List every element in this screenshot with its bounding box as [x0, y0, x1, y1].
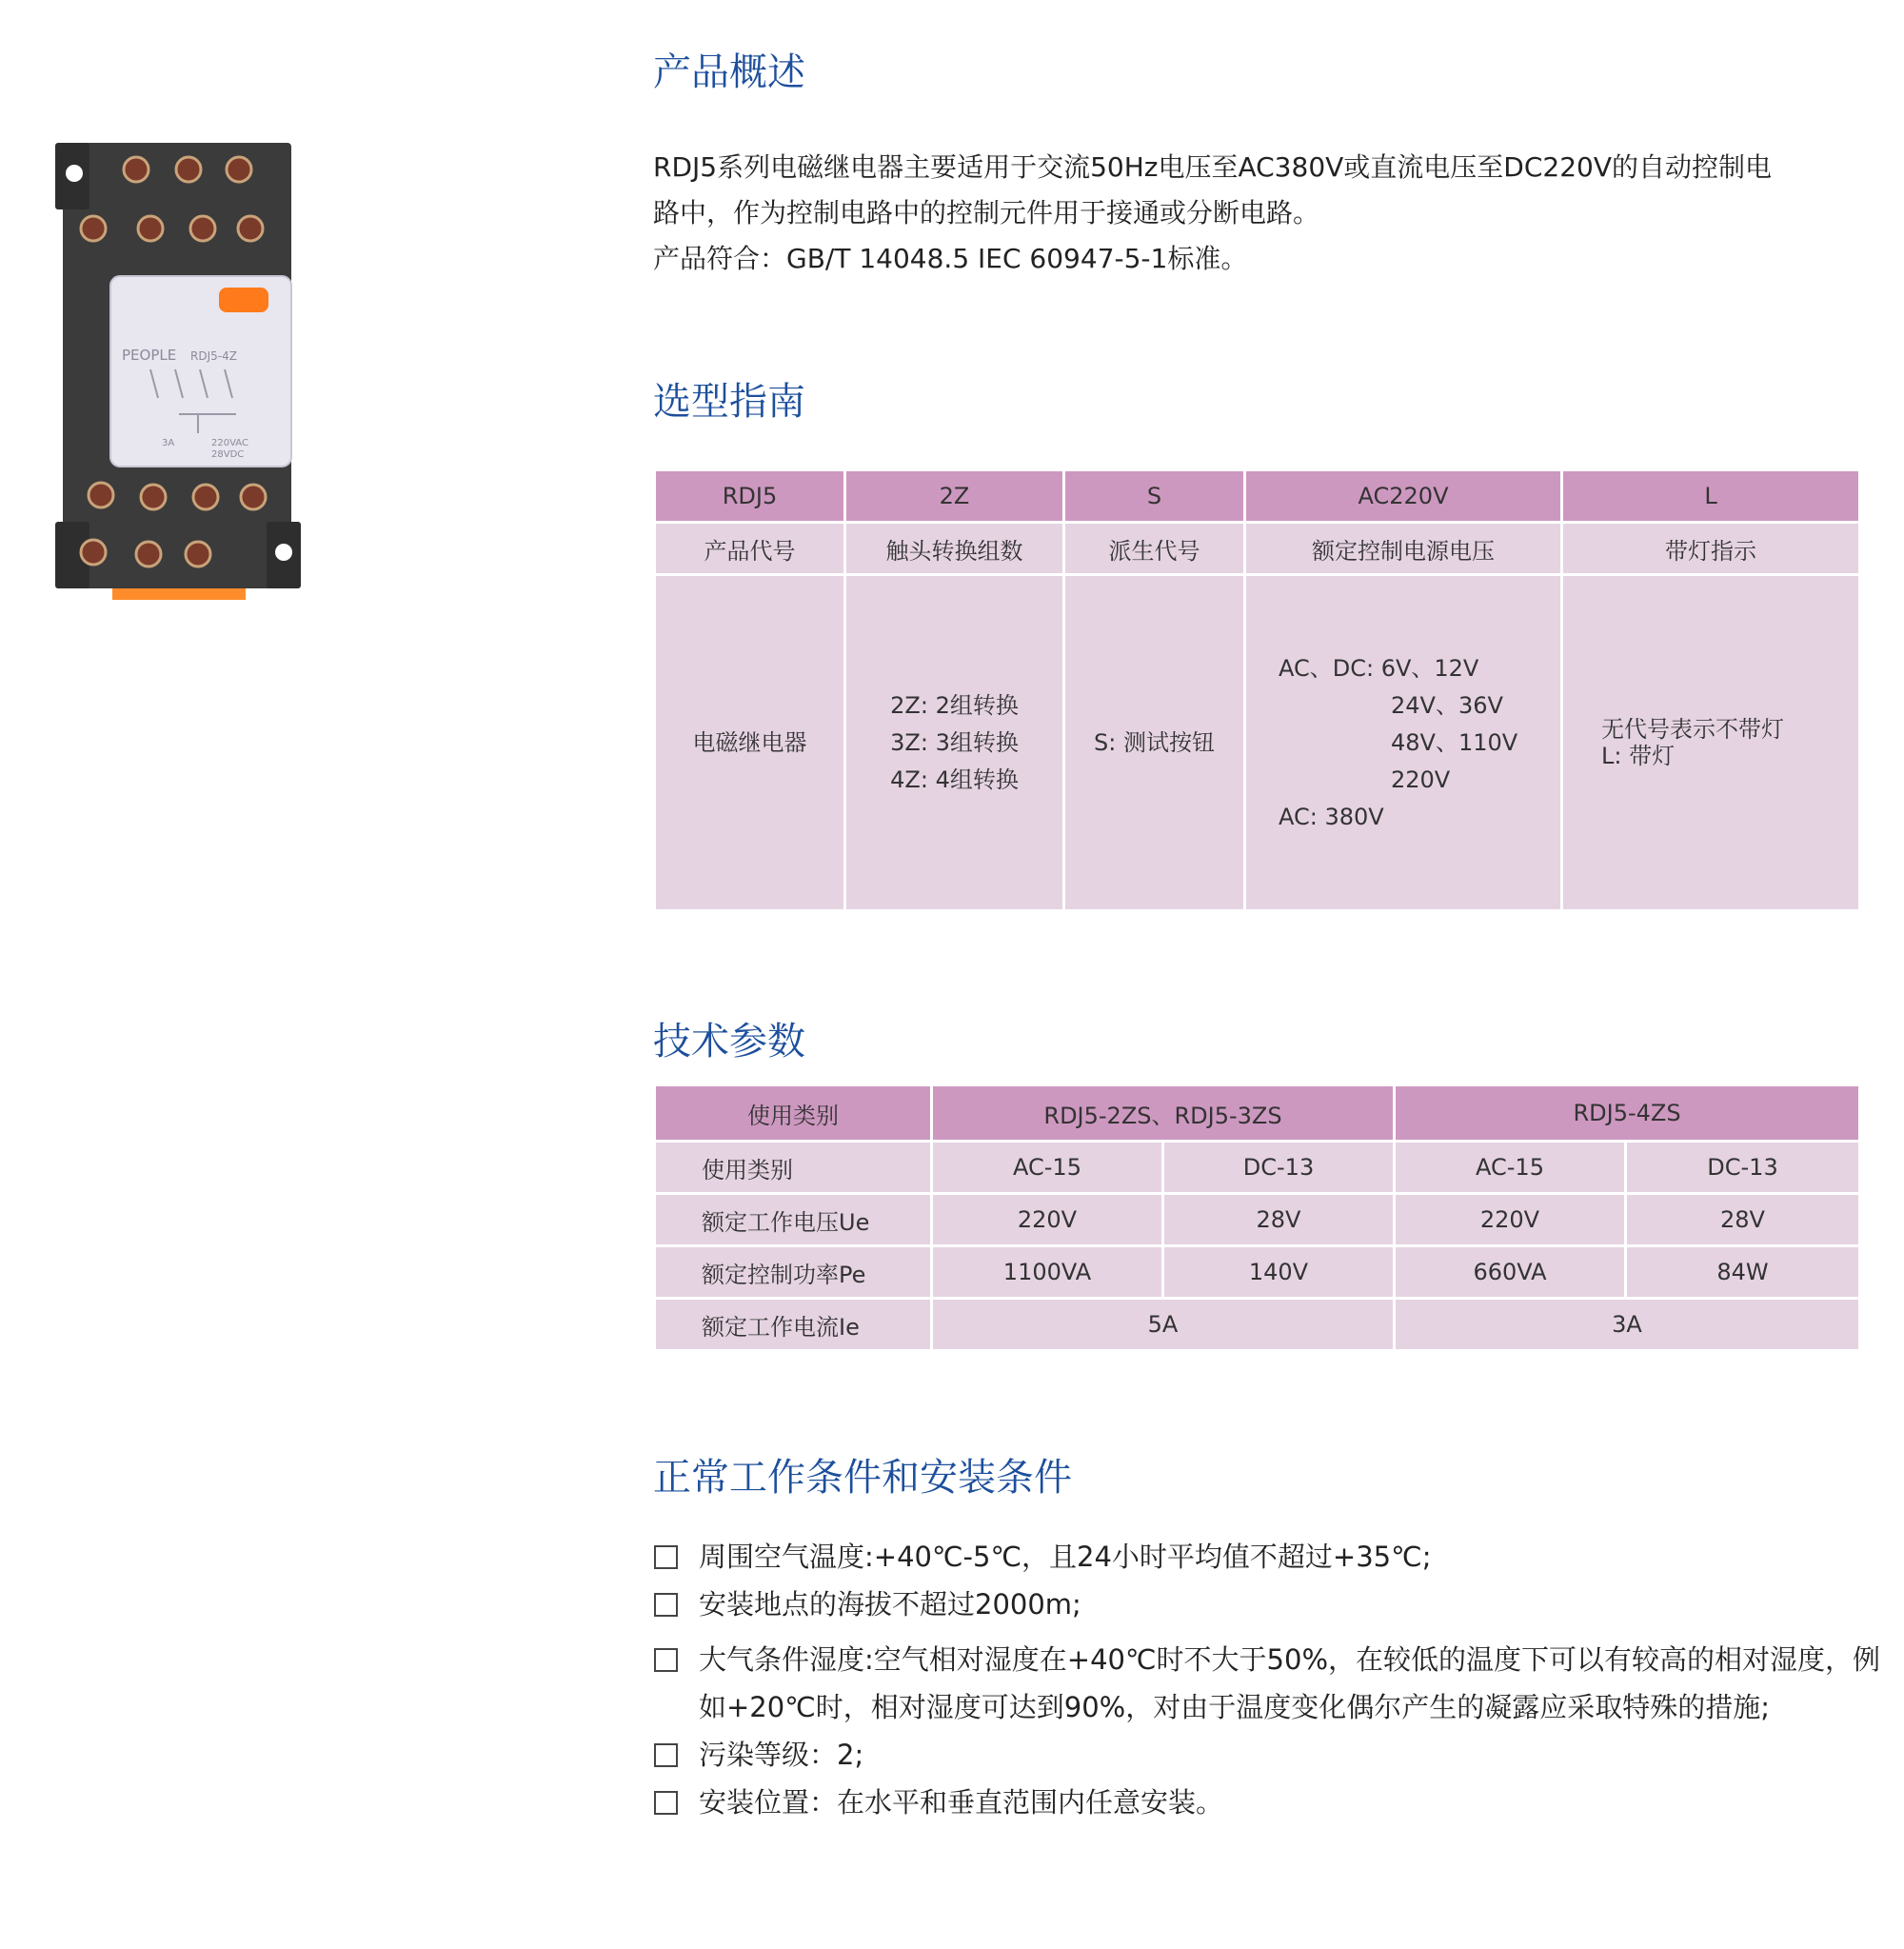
value-cell: 220V	[1395, 1194, 1626, 1246]
code-cell: RDJ5	[655, 470, 845, 523]
list-item	[653, 1581, 1881, 1628]
voltage-option: AC、DC: 6V、12V	[1279, 654, 1479, 682]
voltage-cell	[1245, 575, 1562, 911]
list-item	[653, 1636, 1881, 1731]
svg-text:RDJ5-4Z: RDJ5-4Z	[190, 349, 237, 363]
overview-line: RDJ5系列电磁继电器主要适用于交流50Hz电压至AC380V或直流电压至DC220V的自动控制电	[653, 151, 1772, 183]
list-item	[653, 1779, 1881, 1826]
table-row	[655, 575, 1860, 911]
conditions-title: 正常工作条件和安装条件	[653, 1456, 1072, 1500]
checkbox-icon	[654, 1593, 678, 1617]
svg-text:220VAC: 220VAC	[211, 438, 248, 448]
value-cell: 28V	[1163, 1194, 1395, 1246]
code-cell: S	[1064, 470, 1245, 523]
list-item	[653, 1533, 1881, 1581]
value-cell: DC-13	[1626, 1142, 1860, 1194]
value-cell: 1100VA	[932, 1246, 1163, 1299]
svg-text:PEOPLE: PEOPLE	[122, 347, 177, 364]
conditions-list	[653, 1533, 1881, 1826]
overview-text	[653, 145, 1881, 282]
value-cell: 28V	[1626, 1194, 1860, 1246]
selection-title: 选型指南	[653, 380, 805, 424]
derivative-cell: S: 测试按钮	[1064, 575, 1245, 911]
value-cell: 3A	[1395, 1299, 1860, 1351]
value-cell: 220V	[932, 1194, 1163, 1246]
checkbox-icon	[654, 1648, 678, 1672]
contact-option: 3Z: 3组转换	[890, 728, 1019, 756]
code-cell: AC220V	[1245, 470, 1562, 523]
svg-text:28VDC: 28VDC	[211, 449, 245, 460]
header-cell: 使用类别	[655, 1085, 932, 1142]
value-cell: 5A	[932, 1299, 1395, 1351]
name-cell: 产品代号	[655, 523, 845, 575]
lamp-option: L: 带灯	[1601, 743, 1676, 769]
product-cell: 电磁继电器	[655, 575, 845, 911]
header-cell: RDJ5-4ZS	[1395, 1085, 1860, 1142]
row-label: 额定工作电压Ue	[655, 1194, 932, 1246]
table-row	[655, 1142, 1860, 1194]
table-row	[655, 1194, 1860, 1246]
checkbox-icon	[654, 1791, 678, 1815]
voltage-option: 48V、110V	[1391, 728, 1518, 756]
name-cell: 带灯指示	[1562, 523, 1860, 575]
value-cell: AC-15	[932, 1142, 1163, 1194]
overview-line: 路中，作为控制电路中的控制元件用于接通或分断电路。	[653, 197, 1320, 229]
condition-text: 周围空气温度:+40℃-5℃，且24小时平均值不超过+35℃;	[699, 1541, 1432, 1573]
condition-text: 污染等级：2;	[699, 1739, 864, 1771]
svg-text:3A: 3A	[162, 438, 175, 448]
name-cell: 派生代号	[1064, 523, 1245, 575]
checkbox-icon	[654, 1545, 678, 1569]
contacts-cell	[845, 575, 1064, 911]
selection-table	[653, 468, 1861, 912]
overview-title: 产品概述	[653, 50, 805, 94]
row-label: 额定工作电流Ie	[655, 1299, 932, 1351]
table-row	[655, 523, 1860, 575]
row-label: 额定控制功率Pe	[655, 1246, 932, 1299]
contact-option: 2Z: 2组转换	[890, 691, 1019, 719]
condition-text: 安装位置：在水平和垂直范围内任意安装。	[699, 1786, 1224, 1819]
lamp-cell	[1562, 575, 1860, 911]
voltage-option: 24V、36V	[1391, 691, 1503, 719]
value-cell: DC-13	[1163, 1142, 1395, 1194]
name-cell: 额定控制电源电压	[1245, 523, 1562, 575]
value-cell: 140V	[1163, 1246, 1395, 1299]
relay-product-image	[55, 143, 303, 600]
table-row	[655, 470, 1860, 523]
row-label: 使用类别	[655, 1142, 932, 1194]
name-cell: 触头转换组数	[845, 523, 1064, 575]
table-row	[655, 1246, 1860, 1299]
table-row	[655, 1085, 1860, 1142]
voltage-option: 220V	[1391, 766, 1451, 793]
contact-option: 4Z: 4组转换	[890, 766, 1019, 793]
value-cell: 660VA	[1395, 1246, 1626, 1299]
condition-text: 安装地点的海拔不超过2000m;	[699, 1588, 1081, 1621]
condition-text: 大气条件湿度:空气相对湿度在+40℃时不大于50%，在较低的温度下可以有较高的相对湿度，例如+20℃时，相对湿度可达到90%，对由于温度变化偶尔产生的凝露应采取特殊的措施;	[699, 1643, 1880, 1723]
list-item	[653, 1731, 1881, 1779]
lamp-option: 无代号表示不带灯	[1601, 716, 1784, 743]
tech-table	[653, 1084, 1861, 1352]
header-cell: RDJ5-2ZS、RDJ5-3ZS	[932, 1085, 1395, 1142]
voltage-option: AC: 380V	[1279, 803, 1384, 830]
overview-standard: 产品符合：GB/T 14048.5 IEC 60947-5-1标准。	[653, 243, 1248, 274]
table-row	[655, 1299, 1860, 1351]
checkbox-icon	[654, 1743, 678, 1767]
value-cell: 84W	[1626, 1246, 1860, 1299]
tech-title: 技术参数	[653, 1020, 805, 1064]
value-cell: AC-15	[1395, 1142, 1626, 1194]
code-cell: L	[1562, 470, 1860, 523]
code-cell: 2Z	[845, 470, 1064, 523]
